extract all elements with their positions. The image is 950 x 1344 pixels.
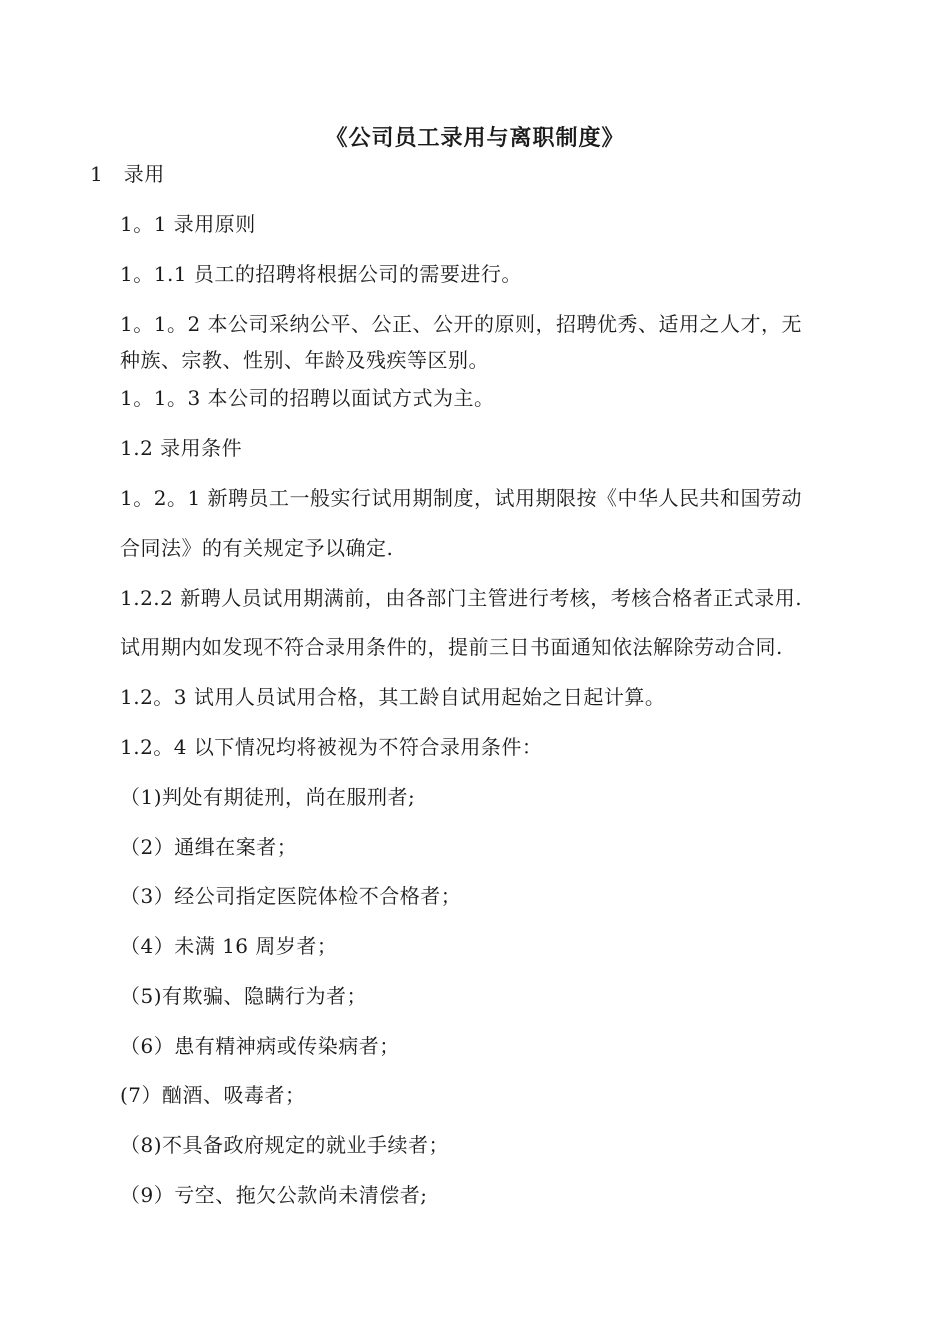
list-item: （2）通缉在案者； xyxy=(120,835,298,859)
list-item: （5)有欺骗、隐瞒行为者； xyxy=(120,984,368,1008)
paragraph: 1。1.1 员工的招聘将根据公司的需要进行。 xyxy=(120,262,522,286)
paragraph-continuation: 合同法》的有关规定予以确定. xyxy=(120,536,394,560)
subsection-heading: 1。1 录用原则 xyxy=(120,212,256,236)
paragraph-continuation: 种族、宗教、性别、年龄及残疾等区别。 xyxy=(120,348,489,372)
list-item: （8)不具备政府规定的就业手续者； xyxy=(120,1133,450,1157)
list-item: （9）亏空、拖欠公款尚未清偿者; xyxy=(120,1183,428,1207)
list-item: （4）未满 16 周岁者； xyxy=(120,934,338,958)
paragraph: 1。1。3 本公司的招聘以面试方式为主。 xyxy=(120,386,495,410)
paragraph: 1.2。3 试用人员试用合格，其工龄自试用起始之日起计算。 xyxy=(120,685,666,709)
list-item: （1)判处有期徒刑，尚在服刑者; xyxy=(120,785,416,809)
document-title: 《公司员工录用与离职制度》 xyxy=(325,125,625,151)
paragraph: 1.2.2 新聘人员试用期满前，由各部门主管进行考核，考核合格者正式录用. xyxy=(120,586,803,610)
subsection-heading: 1.2 录用条件 xyxy=(120,436,243,460)
list-item: （6）患有精神病或传染病者； xyxy=(120,1034,400,1058)
paragraph: 1。1。2 本公司采纳公平、公正、公开的原则，招聘优秀、适用之人才，无 xyxy=(120,312,803,336)
list-item: (7）酗酒、吸毒者； xyxy=(120,1083,306,1107)
section-heading: 1 录用 xyxy=(90,162,165,186)
list-item: （3）经公司指定医院体检不合格者； xyxy=(120,884,462,908)
paragraph-continuation: 试用期内如发现不符合录用条件的，提前三日书面通知依法解除劳动合同. xyxy=(120,635,783,659)
paragraph: 1.2。4 以下情况均将被视为不符合录用条件： xyxy=(120,735,543,759)
paragraph: 1。2。1 新聘员工一般实行试用期制度，试用期限按《中华人民共和国劳动 xyxy=(120,486,803,510)
